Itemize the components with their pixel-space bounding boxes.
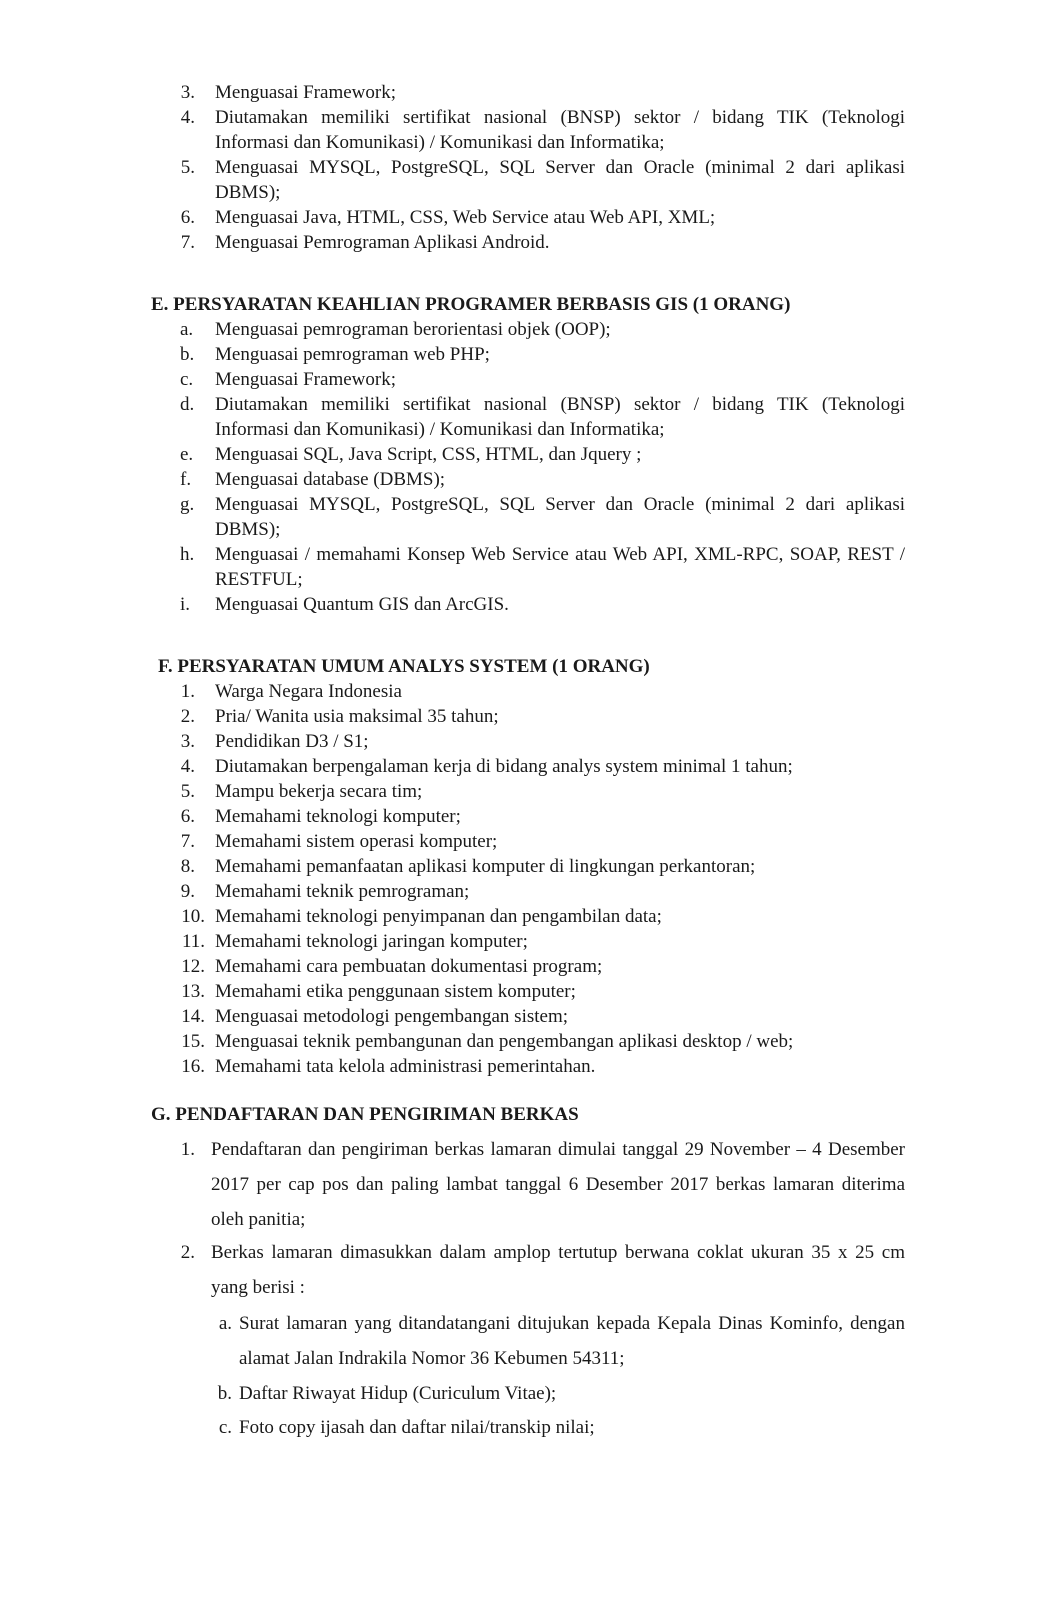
- list-item: Menguasai SQL, Java Script, CSS, HTML, dan Jquery ;: [215, 444, 642, 465]
- list-number: 2.: [180, 1242, 195, 1263]
- list-item: Memahami teknologi penyimpanan dan pengambilan data;: [215, 906, 662, 927]
- section-g-heading: G. PENDAFTARAN DAN PENGIRIMAN BERKAS: [151, 1104, 579, 1125]
- sublist-letter: c.: [218, 1417, 232, 1438]
- list-number: 1.: [180, 681, 195, 702]
- list-item: Diutamakan memiliki sertifikat nasional (BNSP) sektor / bidang TIK (Teknologi Informasi dan Komunikasi) / Komunikasi dan Informatika;: [215, 394, 905, 440]
- list-item: Memahami tata kelola administrasi pemerintahan.: [215, 1056, 596, 1077]
- list-item: Warga Negara Indonesia: [215, 681, 402, 702]
- list-letter: a.: [180, 319, 194, 340]
- list-number: 8.: [180, 856, 195, 877]
- list-item: Menguasai Framework;: [215, 82, 396, 103]
- list-letter: f.: [180, 469, 192, 490]
- list-item: Memahami pemanfaatan aplikasi komputer di lingkungan perkantoran;: [215, 856, 756, 877]
- list-item: Diutamakan berpengalaman kerja di bidang analys system minimal 1 tahun;: [215, 756, 793, 777]
- list-item: Diutamakan memiliki sertifikat nasional (BNSP) sektor / bidang TIK (Teknologi Informasi dan Komunikasi) / Komunikasi dan Informatika;: [215, 107, 905, 153]
- list-item: Menguasai pemrograman web PHP;: [215, 344, 490, 365]
- list-item: Menguasai Quantum GIS dan ArcGIS.: [215, 594, 509, 615]
- list-letter: b.: [180, 344, 195, 365]
- sublist-item: Foto copy ijasah dan daftar nilai/transkip nilai;: [239, 1417, 595, 1438]
- list-number: 7.: [180, 232, 195, 253]
- list-item: Memahami sistem operasi komputer;: [215, 831, 498, 852]
- list-number: 1.: [180, 1139, 195, 1160]
- list-item: Mampu bekerja secara tim;: [215, 781, 423, 802]
- list-number: 5.: [180, 781, 195, 802]
- list-number: 3.: [180, 731, 195, 752]
- list-item: Menguasai MYSQL, PostgreSQL, SQL Server dan Oracle (minimal 2 dari aplikasi DBMS);: [215, 157, 905, 203]
- list-number: 14.: [181, 1006, 205, 1027]
- list-letter: i.: [180, 594, 191, 615]
- list-number: 16.: [181, 1056, 205, 1077]
- list-item: Menguasai database (DBMS);: [215, 469, 446, 490]
- list-item: Berkas lamaran dimasukkan dalam amplop tertutup berwana coklat ukuran 35 x 25 cm yang berisi :: [211, 1242, 905, 1298]
- list-letter: c.: [180, 369, 194, 390]
- sublist-letter: a.: [218, 1313, 232, 1334]
- list-letter: d.: [180, 394, 195, 415]
- list-number: 9.: [180, 881, 195, 902]
- list-item: Menguasai teknik pembangunan dan pengembangan aplikasi desktop / web;: [215, 1031, 794, 1052]
- list-letter: h.: [180, 544, 195, 565]
- sublist-item: Surat lamaran yang ditandatangani ditujukan kepada Kepala Dinas Kominfo, dengan alamat Jalan Indrakila Nomor 36 Kebumen 54311;: [239, 1313, 905, 1369]
- list-item: Memahami teknologi jaringan komputer;: [215, 931, 528, 952]
- list-item: Menguasai Pemrograman Aplikasi Android.: [215, 232, 550, 253]
- list-item: Menguasai metodologi pengembangan sistem;: [215, 1006, 569, 1027]
- list-letter: e.: [180, 444, 194, 465]
- list-number: 6.: [180, 207, 195, 228]
- list-letter: g.: [180, 494, 195, 515]
- list-item: Memahami etika penggunaan sistem komputer;: [215, 981, 576, 1002]
- sublist-letter: b.: [217, 1383, 232, 1404]
- list-item: Pendidikan D3 / S1;: [215, 731, 369, 752]
- list-item: Menguasai MYSQL, PostgreSQL, SQL Server dan Oracle (minimal 2 dari aplikasi DBMS);: [215, 494, 905, 540]
- list-number: 4.: [180, 107, 195, 128]
- list-item: Menguasai Framework;: [215, 369, 396, 390]
- list-item: Menguasai / memahami Konsep Web Service atau Web API, XML-RPC, SOAP, REST / RESTFUL;: [215, 544, 905, 590]
- list-number: 7.: [180, 831, 195, 852]
- list-number: 5.: [180, 157, 195, 178]
- list-item: Pendaftaran dan pengiriman berkas lamaran dimulai tanggal 29 November – 4 Desember 2017 per cap pos dan paling lambat tanggal 6 Desember 2017 berkas lamaran diterima oleh panitia;: [211, 1139, 905, 1230]
- list-item: Pria/ Wanita usia maksimal 35 tahun;: [215, 706, 499, 727]
- list-item: Memahami teknik pemrograman;: [215, 881, 470, 902]
- list-number: 12.: [181, 956, 205, 977]
- list-item: Menguasai Java, HTML, CSS, Web Service atau Web API, XML;: [215, 207, 716, 228]
- sublist-item: Daftar Riwayat Hidup (Curiculum Vitae);: [239, 1383, 557, 1404]
- list-number: 13.: [181, 981, 205, 1002]
- section-f-heading: F. PERSYARATAN UMUM ANALYS SYSTEM (1 ORANG): [158, 656, 650, 677]
- list-number: 10.: [181, 906, 205, 927]
- list-item: Memahami teknologi komputer;: [215, 806, 461, 827]
- list-number: 11.: [181, 931, 205, 952]
- list-number: 3.: [180, 82, 195, 103]
- list-item: Memahami cara pembuatan dokumentasi program;: [215, 956, 603, 977]
- section-e-heading: E. PERSYARATAN KEAHLIAN PROGRAMER BERBASIS GIS (1 ORANG): [151, 294, 791, 315]
- list-number: 4.: [180, 756, 195, 777]
- list-number: 2.: [180, 706, 195, 727]
- list-number: 15.: [181, 1031, 205, 1052]
- list-item: Menguasai pemrograman berorientasi objek (OOP);: [215, 319, 611, 340]
- list-number: 6.: [180, 806, 195, 827]
